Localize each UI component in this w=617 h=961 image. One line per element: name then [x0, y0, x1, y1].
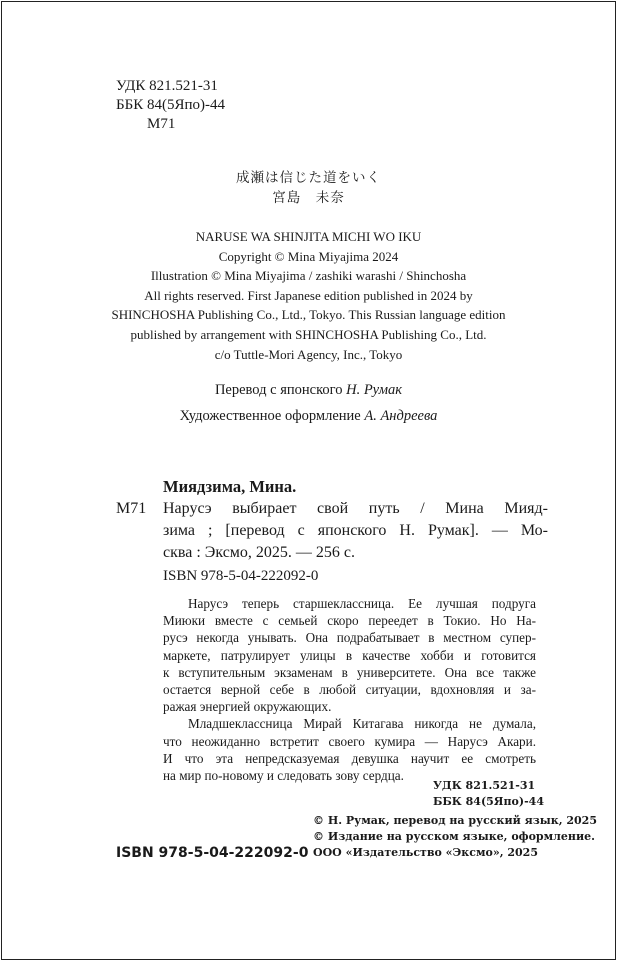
annotation-line: к вступительным экзаменам в университете. Она все также [163, 664, 536, 680]
catalog-title [163, 498, 548, 564]
classification-codes [116, 77, 225, 134]
footer-bbk: ББК 84(5Япо)-44 [433, 795, 544, 808]
rights-line: published by arrangement with SHINCHOSHA Publishing Co., Ltd. [130, 326, 487, 342]
annotation-line: на мир по-новому и следовать зову сердца. [163, 768, 404, 784]
annotation-line: что неожиданно встретит своего кумира — Нарусэ Акари. [163, 733, 536, 749]
catalog-title-line: Нарусэ выбирает свой путь / Мина Мияд- [163, 500, 548, 517]
copyright-block [313, 813, 597, 861]
copyright-line: ООО «Издательство «Эксмо», 2025 [313, 846, 538, 859]
annotation-line: маркете, патрулирует улицы в качестве хобби и готовится [163, 647, 536, 663]
annotation-line: остается верной себе в любой ситуации, вдохновляя и за- [163, 682, 536, 698]
catalog-isbn: ISBN 978-5-04-222092-0 [163, 568, 319, 584]
rights-line: SHINCHOSHA Publishing Co., Ltd., Tokyo. This Russian language edition [111, 307, 506, 323]
rights-line: NARUSE WA SHINJITA MICHI WO IKU [195, 229, 422, 244]
translation-credit [0, 382, 617, 399]
footer-udc: УДК 821.521-31 [433, 779, 536, 792]
rights-line: Copyright © Mina Miyajima 2024 [218, 248, 399, 264]
annotation-line: ражая энергией окружающих. [163, 699, 332, 715]
catalog-title-line: сква : Эксмо, 2025. — 256 с. [163, 544, 356, 561]
original-author-jp: 宮島 未奈 [272, 190, 345, 205]
original-title-jp: 成瀬は信じた道をいく [236, 170, 381, 185]
udc-code: УДК 821.521-31 [116, 78, 218, 94]
catalog-title-line: зима ; [перевод с японского Н. Румак]. — Мо- [163, 522, 548, 539]
annotation-line: русэ некогда унывать. Она подрабатывает в местном супер- [163, 630, 536, 646]
bbk-code: ББК 84(5Япо)-44 [116, 97, 225, 113]
annotation-line: Младшеклассница Мирай Китагава никогда не думала, [188, 716, 536, 732]
design-credit [0, 408, 617, 425]
footer-isbn: ISBN 978-5-04-222092-0 [116, 845, 309, 861]
rights-line: Illustration © Mina Miyajima / zashiki warashi / Shinchosha [150, 268, 467, 284]
translation-label: Перевод с японского [214, 382, 343, 398]
rights-block [0, 227, 617, 364]
copyright-line: © Н. Румак, перевод на русский язык, 2025 [313, 814, 597, 827]
annotation [163, 595, 536, 784]
author-mark: М71 [147, 116, 176, 132]
design-label: Художественное оформление [179, 408, 361, 424]
rights-line: All rights reserved. First Japanese edition published in 2024 by [144, 287, 473, 303]
copyright-line: © Издание на русском языке, оформление. [313, 830, 595, 843]
designer-name: А. Андреева [364, 408, 438, 424]
annotation-line: Нарусэ теперь старшеклассница. Ее лучшая подруга [188, 596, 536, 611]
catalog-author: Миядзима, Мина. [163, 477, 297, 496]
catalog-mark: М71 [116, 500, 147, 517]
footer-codes [433, 778, 544, 810]
annotation-line: И что эта непредсказуемая девушка научит ее смотреть [163, 750, 536, 766]
translator-name: Н. Румак [346, 382, 403, 398]
annotation-line: Миюки вместе с семьей скоро переедет в Токио. Но На- [163, 613, 536, 629]
rights-line: c/o Tuttle-Mori Agency, Inc., Tokyo [214, 346, 403, 362]
